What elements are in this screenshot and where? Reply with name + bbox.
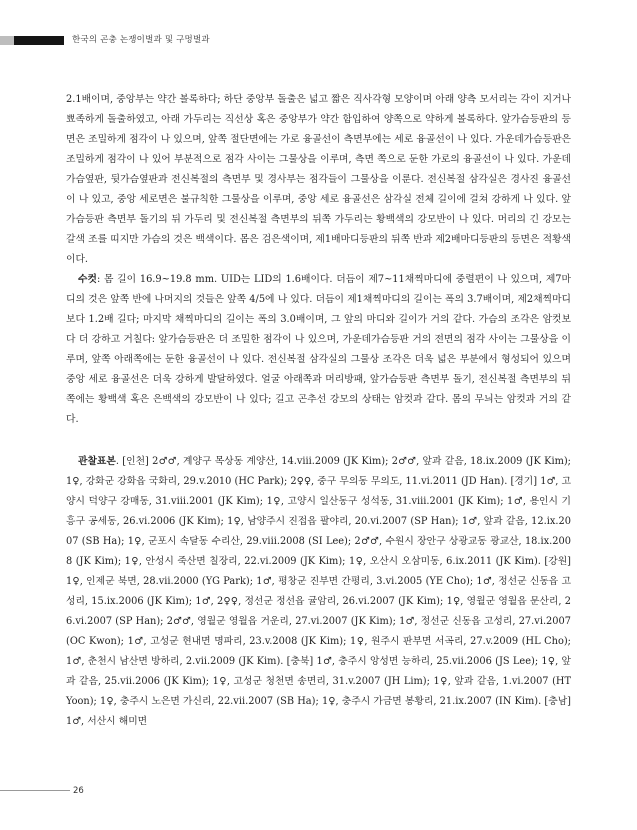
specimens-label: 관찰표본 [78, 456, 116, 467]
page-body [66, 90, 571, 732]
male-description-paragraph [66, 270, 571, 430]
header-black-bar [14, 36, 64, 45]
specimens-text: . [인천] 2♂♂, 계양구 목상동 계양산, 14.viii.2009 (JK Kim); 2♂♂, 앞과 같음, 18.ix.2009 (JK Kim); 1♀, 강화군 강화읍 국화리, 29.v.2010 (HC Park); 2♀♀, 중구 무의동 무의도, 11.vi.2011 (JD Han). [경기] 1♂, 고양시 덕양구 강매동, 31.viii.2001 (JK Kim); 1♀, 고양시 일산동구 성석동, 31.viii.2001 (JK Kim); 1♂, 용인시 기흥구 공세동, 26.vi.2006 (JK Kim); 1♀, 남양주시 진접읍 팔야리, 20.vi.2007 (SP Han); 1♂, 앞과 같음, 12.ix.2007 (SB Ha); 1♀, 군포시 속달동 수리산, 29.viii.2008 (SI Lee); 2♂♂, 수원시 장안구 상광교동 광교산, 18.ix.2008 (JK Kim); 1♀, 안성시 죽산면 칠장리, 22.vi.2009 (JK Kim); 1♀, 오산시 오삼미동, 6.ix.2011 (JK Kim). [강원] 1♀, 인제군 북면, 28.vii.2000 (YG Park); 1♂, 평창군 진부면 간평리, 3.vi.2005 (YE Cho); 1♂, 정선군 신동읍 고성리, 15.ix.2006 (JK Kim); 1♂, 2♀♀, 정선군 정선읍 귤암리, 26.vi.2007 (JK Kim); 1♀, 영월군 영월읍 문산리, 26.vi.2007 (SP Han); 2♂♂, 영월군 영월읍 거운리, 27.vi.2007 (JK Kim); 1♂, 정선군 신동읍 고성리, 27.vi.2007 (OC Kwon); 1♂, 고성군 현내면 명파리, 23.v.2008 (JK Kim); 1♀, 원주시 판부면 서곡리, 27.v.2009 (HL Cho); 1♂, 춘천시 남산면 방하리, 2.vii.2009 (JK Kim). [충북] 1♂, 충주시 앙성면 능하리, 25.vii.2006 (JS Lee); 1♀, 앞과 같음, 25.vii.2006 (JK Kim); 1♀, 고성군 청천면 송면리, 31.v.2007 (JH Lim); 1♀, 앞과 같음, 1.vi.2007 (HT Yoon); 1♀, 충주시 노은면 가신리, 22.vii.2007 (SB Ha); 1♀, 충주시 가금면 봉황리, 21.ix.2007 (IN Kim). [충남] 1♂, 서산시 해미면 [66, 456, 571, 727]
female-description-paragraph: 2.1배이며, 중앙부는 약간 볼록하다; 하단 중앙부 돌출은 넓고 짧은 직사각형 모양이며 아래 양측 모서리는 각이 지거나 뾰족하게 돌출하였고, 아래 가두리는 직선상 혹은 중앙부가 약간 함입하여 양쪽으로 약하게 볼록하다. 앞가슴등판의 등면은 조밀하게 점각이 나 있으며, 앞쪽 절단면에는 가로 융골선이 측면부에는 세로 융골선이 나 있다. 가운데가슴등판은 조밀하게 점각이 나 있어 부분적으로 점각 사이는 그물상을 이루며, 측면 쪽으로 둔한 가로의 융골선이 나 있다. 가운데가슴옆판, 뒷가슴옆판과 전신복절의 측면부 및 경사부는 점각들이 그물상을 이룬다. 전신복절 삼각실은 경사진 융골선이 나 있고, 중앙 세로면은 불규칙한 그물상을 이루며, 중앙 세로 융골선은 삼각실 전체 길이에 걸쳐 강하게 나 있다. 앞가슴등판 측면부 돌기의 뒤 가두리 및 전신복절 측면부의 뒤쪽 가두리는 황백색의 강모반이 나 있다. 머리의 긴 강모는 갈색 조를 띠지만 가슴의 것은 백색이다. 몸은 검은색이며, 제1배마디등판의 뒤쪽 반과 제2배마디등판의 등면은 적황색이다. [66, 94, 571, 265]
header-grey-bar [0, 36, 14, 45]
page-number: 26 [73, 786, 84, 796]
running-header: 한국의 곤충 논쟁이벌과 및 구멍벌과 [72, 35, 210, 45]
specimens-paragraph [66, 452, 571, 732]
male-label: 수컷 [78, 274, 97, 285]
paragraph-gap [66, 430, 571, 452]
footer-rule [0, 790, 70, 791]
male-description-text: : 몸 길이 16.9~19.8 mm. UID는 LID의 1.6배이다. 더듬이 제7~11채찍마디에 중렬편이 나 있으며, 제7마디의 것은 앞쪽 반에 나머지의 것들은 앞쪽 4/5에 나 있다. 더듬이 제1채찍마디의 길이는 폭의 3.7배이며, 제2채찍마디보다 1.2배 길다; 마지막 채찍마디의 길이는 폭의 3.0배이며, 그 앞의 마디와 길이가 거의 같다. 가슴의 조각은 암컷보다 더 강하고 거칠다: 앞가슴등판은 더 조밀한 점각이 나 있으며, 가운데가슴등판 거의 전면의 점각 사이는 그물상을 이루며, 앞쪽 아래쪽에는 둔한 융골선이 나 있다. 전신복절 삼각실의 그물상 조각은 더욱 넓은 부분에서 형성되어 있으며 중앙 세로 융골선은 더욱 강하게 발달하였다. 얼굴 아래쪽과 머리방패, 앞가슴등판 측면부 돌기, 전신복절 측면부의 뒤쪽에는 황백색 혹은 은백색의 강모반이 나 있다; 길고 곤추선 강모의 상태는 암컷과 같다. 몸의 무늬는 암컷과 거의 같다. [66, 274, 571, 425]
